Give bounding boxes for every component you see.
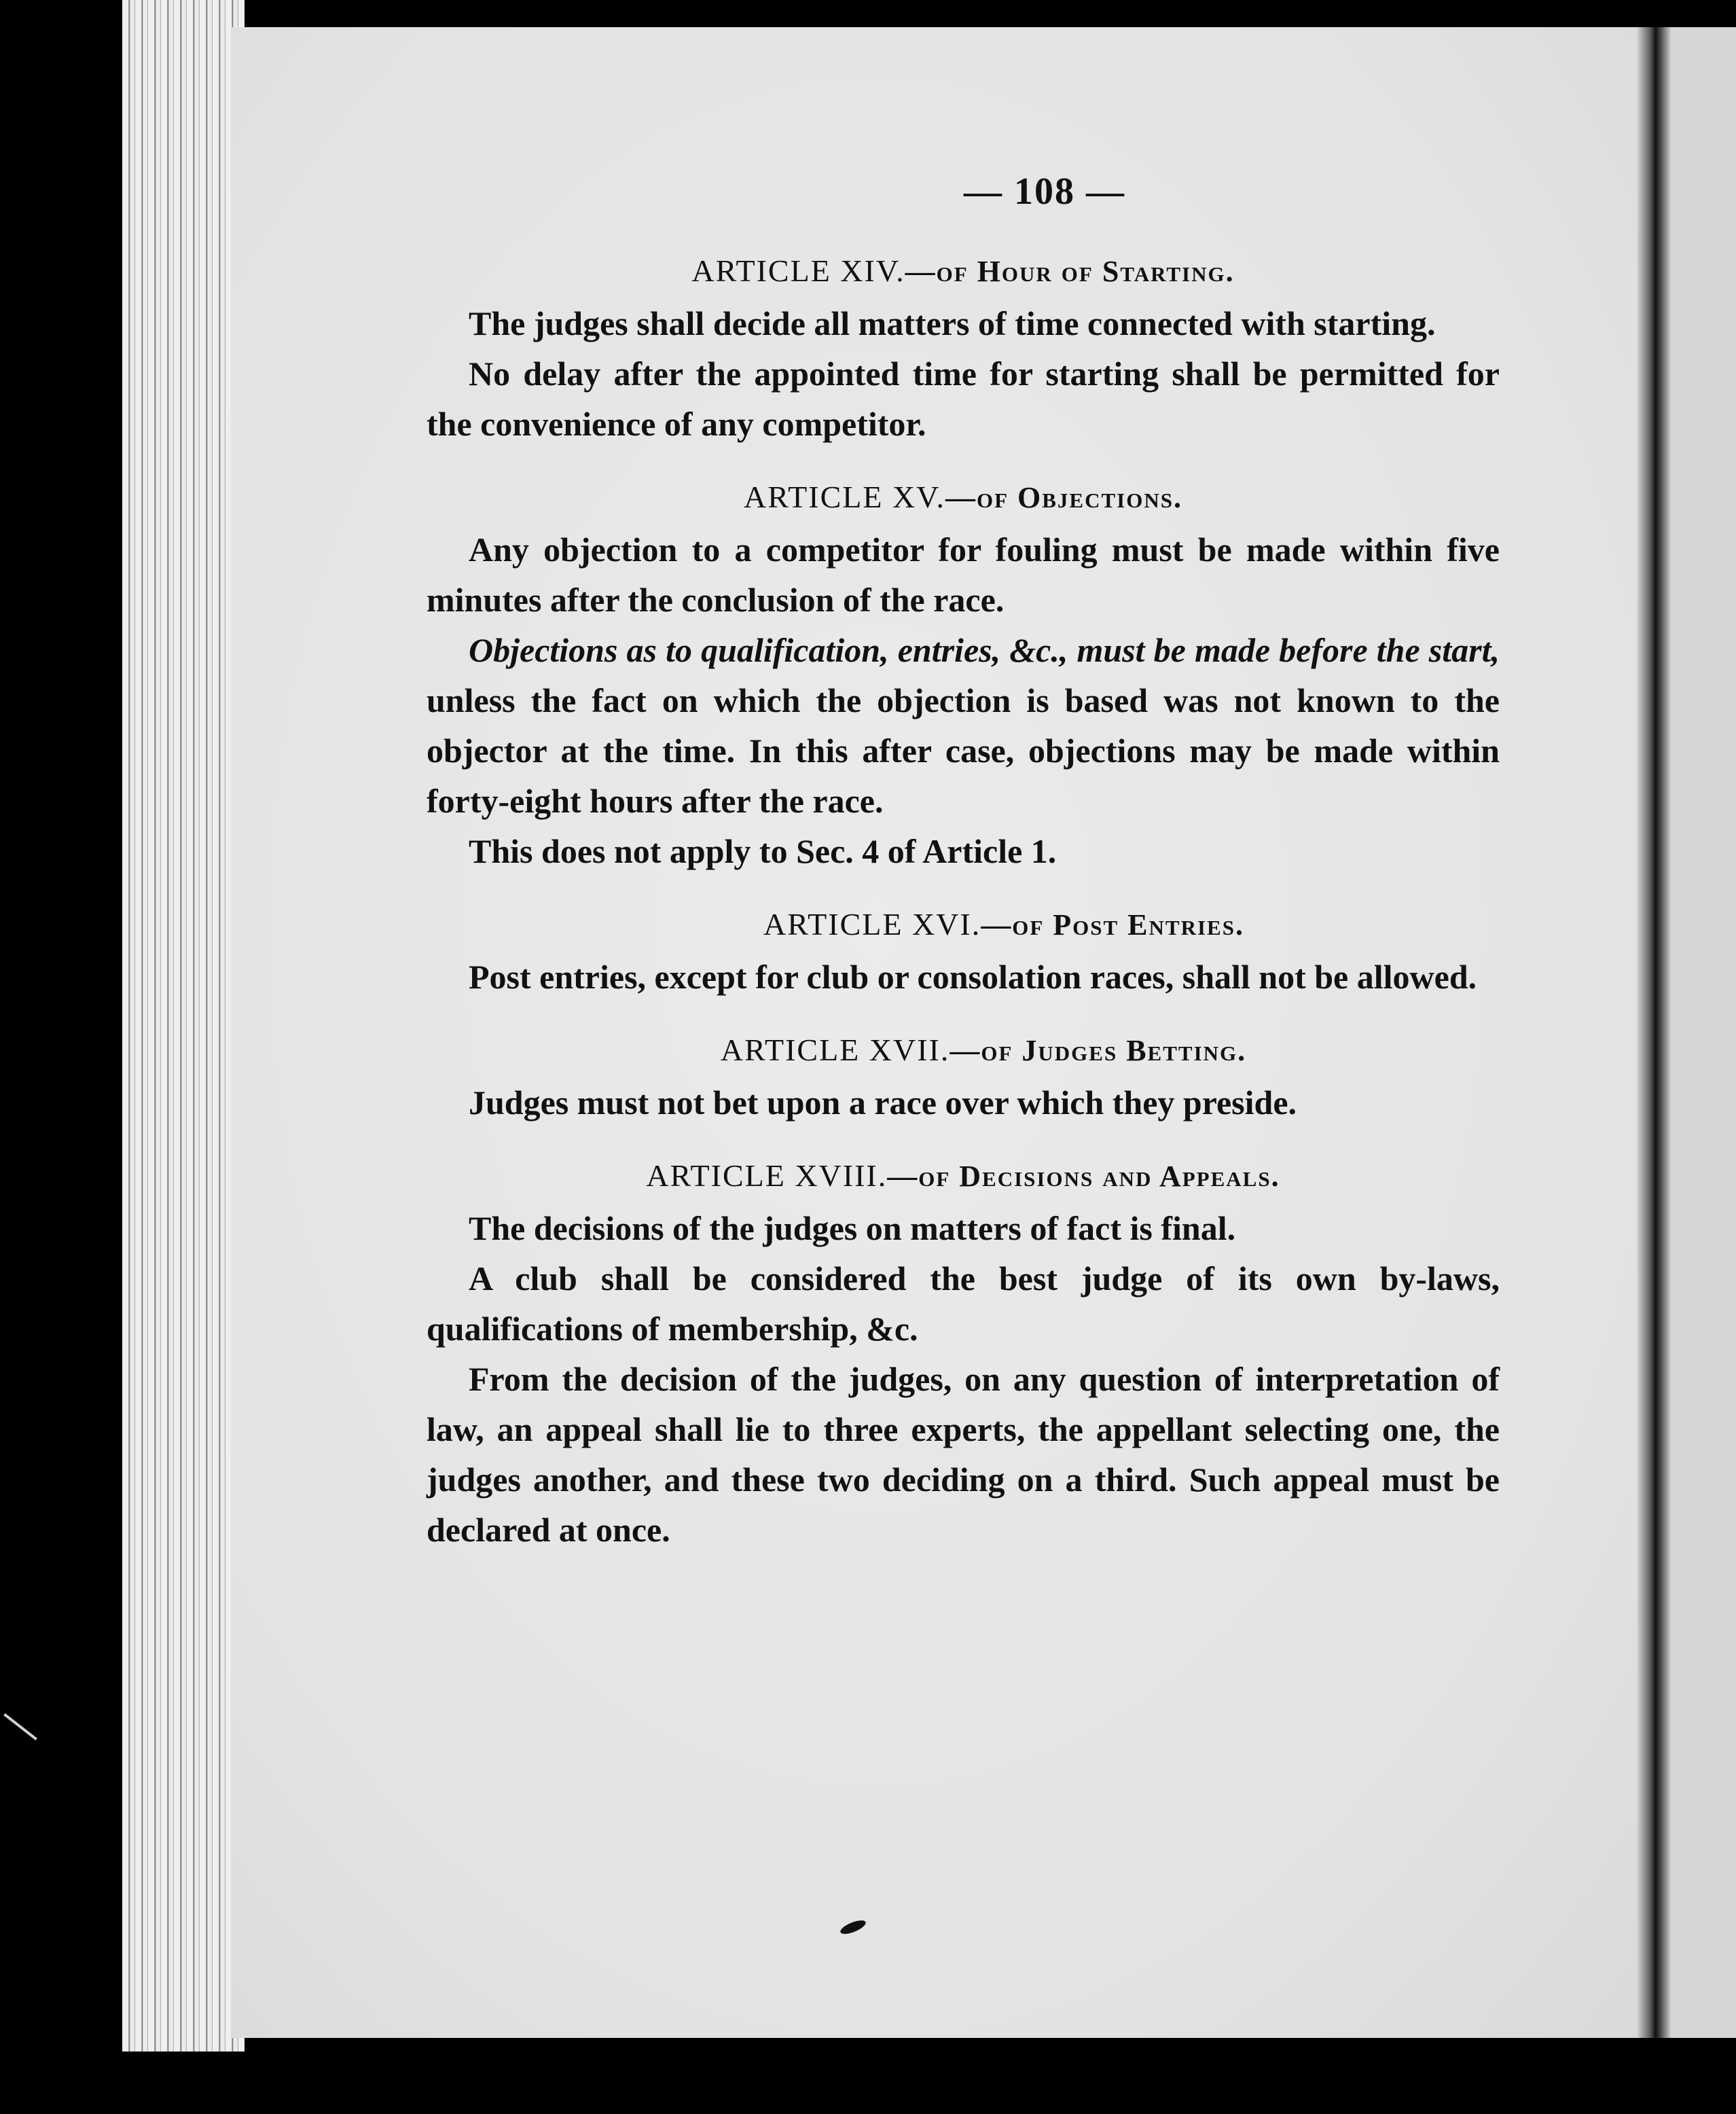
article-number: ARTICLE XVII. [720,1033,950,1067]
scan-artifact [3,1713,37,1740]
paragraph-rest: unless the fact on which the objection is based was not known to the objector at the time. In this after case, objections may be made within forty-eight hours after the race. [427,681,1500,820]
page-number: — 108 — [964,171,1125,213]
paragraph: A club shall be considered the best judge of its own by-laws, qualifications of membership, &c. [427,1259,1500,1348]
article-number: ARTICLE XVIII. [646,1158,888,1193]
article-heading [427,1032,1500,1068]
article-subtitle: —of Hour of Starting. [905,255,1235,288]
paragraph: The judges shall decide all matters of time connected with starting. [469,304,1436,342]
article-number: ARTICLE XV. [744,480,945,514]
page-edges [122,0,245,2052]
facing-page-edge [1671,27,1736,2038]
paragraph: Judges must not bet upon a race over which they preside. [469,1083,1297,1122]
paragraph: The decisions of the judges on matters of fact is final. [469,1209,1236,1247]
paragraph-mixed [427,625,1500,826]
paragraph: No delay after the appointed time for starting shall be permitted for the convenience of any competitor. [427,355,1500,443]
article-heading [427,479,1500,515]
page-text [427,170,1500,1555]
article-subtitle: —of Judges Betting. [950,1034,1247,1067]
paragraph: This does not apply to Sec. 4 of Article 1. [469,832,1057,870]
paragraph: Any objection to a competitor for fouling must be made within five minutes after the conclusion of the race. [427,531,1500,619]
article-heading [427,906,1500,942]
article-number: ARTICLE XIV. [691,253,905,288]
paragraph: From the decision of the judges, on any question of interpretation of law, an appeal shall lie to three experts, the appellant selecting one, the judges another, and these two deciding on a third. Such appeal must be declared at once. [427,1360,1500,1549]
article-subtitle: —of Objections. [945,481,1182,514]
italic-text: Objections as to qualification, entries, &c., must be made before the start, [469,631,1500,669]
article-heading [427,1158,1500,1194]
book-gutter [1637,27,1671,2038]
article-number: ARTICLE XVI. [763,907,981,942]
article-heading [427,253,1500,289]
article-subtitle: —of Decisions and Appeals. [887,1160,1280,1193]
paragraph: Post entries, except for club or consolation races, shall not be allowed. [469,958,1477,996]
article-subtitle: —of Post Entries. [981,908,1244,942]
